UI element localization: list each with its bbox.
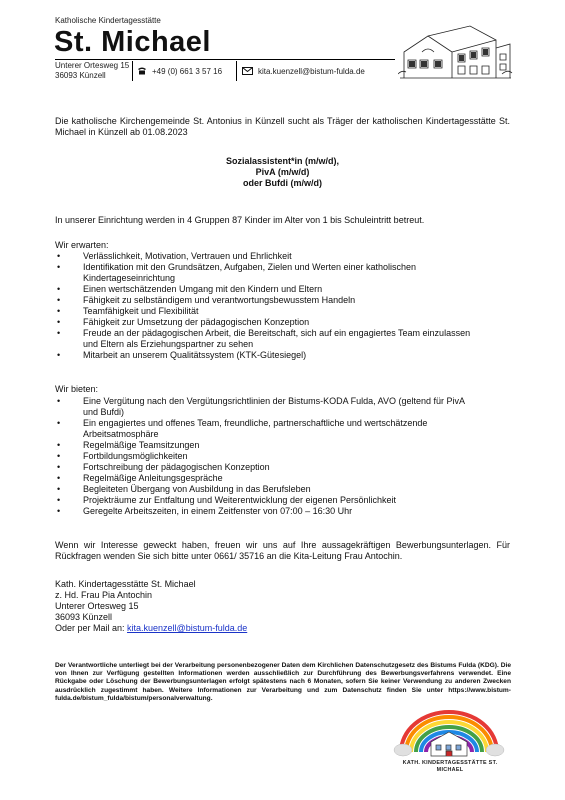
contact-line3: Unterer Ortesweg 15	[55, 601, 139, 611]
intro-text: Die katholische Kirchengemeinde St. Antonius in Künzell sucht als Träger der katholischen Kindertagesstätte St. Michael in Künzell ab 01.08.2023	[55, 116, 510, 137]
list-item: • Eine Vergütung nach den Vergütungsrichtlinien der Bistums-KODA Fulda, AVO (geltend für PivA und Bufdi)	[55, 396, 480, 418]
contact-mail-line	[55, 623, 355, 634]
header-subtitle: Katholische Kindertagesstätte	[55, 16, 161, 25]
expect-heading: Wir erwarten:	[55, 240, 109, 250]
job-title-line2: PivA (m/w/d)	[255, 167, 310, 177]
list-item: • Fähigkeit zur Umsetzung der pädagogischen Konzeption	[55, 317, 480, 328]
closing-text: Wenn wir Interesse geweckt haben, freuen wir uns auf Ihre aussagekräftigen Bewerbungsunterlagen. Für Rückfragen wenden Sie sich bitte unter 0661/ 35716 an die Kita-Leitung Frau Antochin.	[55, 540, 510, 561]
footer-logo-caption: KATH. KINDERTAGESSTÄTTE ST. MICHAEL	[402, 760, 498, 773]
header-rule	[55, 59, 395, 60]
privacy-notice: Der Verantwortliche unterliegt bei der Verarbeitung personenbezogener Daten dem Kirchlichen Datenschutzgesetz des Bistums Fulda (KDG). Die von Ihnen zur Verfügung gestellten Informationen werden ausschließlich zur Durchführung des Bewerbungsverfahrens verwendet. Eine Rückgabe oder Löschung der Bewerbungsunterlagen erfolgt spätestens nach 6 Monaten, sofern Sie keiner Verwendung zu anderen Zwecken ausdrücklich zugestimmt haben. Weitere Informationen zur Verarbeitung und zum Datenschutz finden Sie unter https://www.bistum-fulda.de/bistum_fulda/bistum/personalverwaltung.	[55, 662, 511, 702]
offer-heading: Wir bieten:	[55, 384, 99, 394]
phone-icon	[137, 66, 147, 75]
list-item: • Geregelte Arbeitszeiten, in einem Zeitfenster von 07:00 – 16:30 Uhr	[55, 506, 480, 517]
contact-mail-link[interactable]: kita.kuenzell@bistum-fulda.de	[127, 623, 248, 633]
list-item: • Begleiteten Übergang von Ausbildung in das Berufsleben	[55, 484, 480, 495]
contact-line4: 36093 Künzell	[55, 612, 113, 622]
header-divider-1	[132, 61, 133, 81]
list-item: • Ein engagiertes und offenes Team, freundliche, partnerschaftliche und wertschätzende Arbeitsatmosphäre	[55, 418, 480, 440]
expect-list	[55, 251, 480, 361]
contact-line2: z. Hd. Frau Pia Antochin	[55, 590, 153, 600]
list-item: • Freude an der pädagogischen Arbeit, die Bereitschaft, sich auf ein engagiertes Team einzulassen und Eltern als Erziehungspartner zu sehen	[55, 328, 480, 350]
building-sketch	[398, 22, 513, 80]
list-item: • Projekträume zur Entfaltung und Weiterentwicklung der eigenen Persönlichkeit	[55, 495, 480, 506]
header-phone: +49 (0) 661 3 57 16	[152, 67, 223, 76]
rainbow-house-logo	[393, 706, 505, 758]
contact-line1: Kath. Kindertagesstätte St. Michael	[55, 579, 196, 589]
job-title-line3: oder Bufdi (m/w/d)	[243, 178, 322, 188]
header-email[interactable]: kita.kuenzell@bistum-fulda.de	[258, 67, 365, 76]
header-address-line2: 36093 Künzell	[55, 71, 106, 80]
list-item: • Regelmäßige Anleitungsgespräche	[55, 473, 480, 484]
header-address-line1: Unterer Ortesweg 15	[55, 61, 130, 70]
contact-block	[55, 579, 355, 634]
header-name: St. Michael	[54, 26, 211, 58]
header-divider-2	[236, 61, 237, 81]
list-item: • Verlässlichkeit, Motivation, Vertrauen und Ehrlichkeit	[55, 251, 480, 262]
list-item: • Fortschreibung der pädagogischen Konzeption	[55, 462, 480, 473]
list-item: • Fortbildungsmöglichkeiten	[55, 451, 480, 462]
list-item: • Teamfähigkeit und Flexibilität	[55, 306, 480, 317]
list-item: • Fähigkeit zu selbständigem und verantwortungsbewusstem Handeln	[55, 295, 480, 306]
contact-mail-prefix: Oder per Mail an:	[55, 623, 128, 633]
list-item: • Regelmäßige Teamsitzungen	[55, 440, 480, 451]
offer-list	[55, 396, 480, 517]
list-item: • Mitarbeit an unserem Qualitätssystem (KTK-Gütesiegel)	[55, 350, 480, 361]
facility-text: In unserer Einrichtung werden in 4 Gruppen 87 Kinder im Alter von 1 bis Schuleintritt betreut.	[55, 215, 425, 225]
list-item: • Identifikation mit den Grundsätzen, Aufgaben, Zielen und Werten einer katholischen Kindertageseinrichtung	[55, 262, 480, 284]
job-title-line1: Sozialassistent*in (m/w/d),	[225, 156, 340, 166]
job-title	[55, 156, 510, 189]
mail-icon	[242, 67, 253, 75]
list-item: • Einen wertschätzenden Umgang mit den Kindern und Eltern	[55, 284, 480, 295]
